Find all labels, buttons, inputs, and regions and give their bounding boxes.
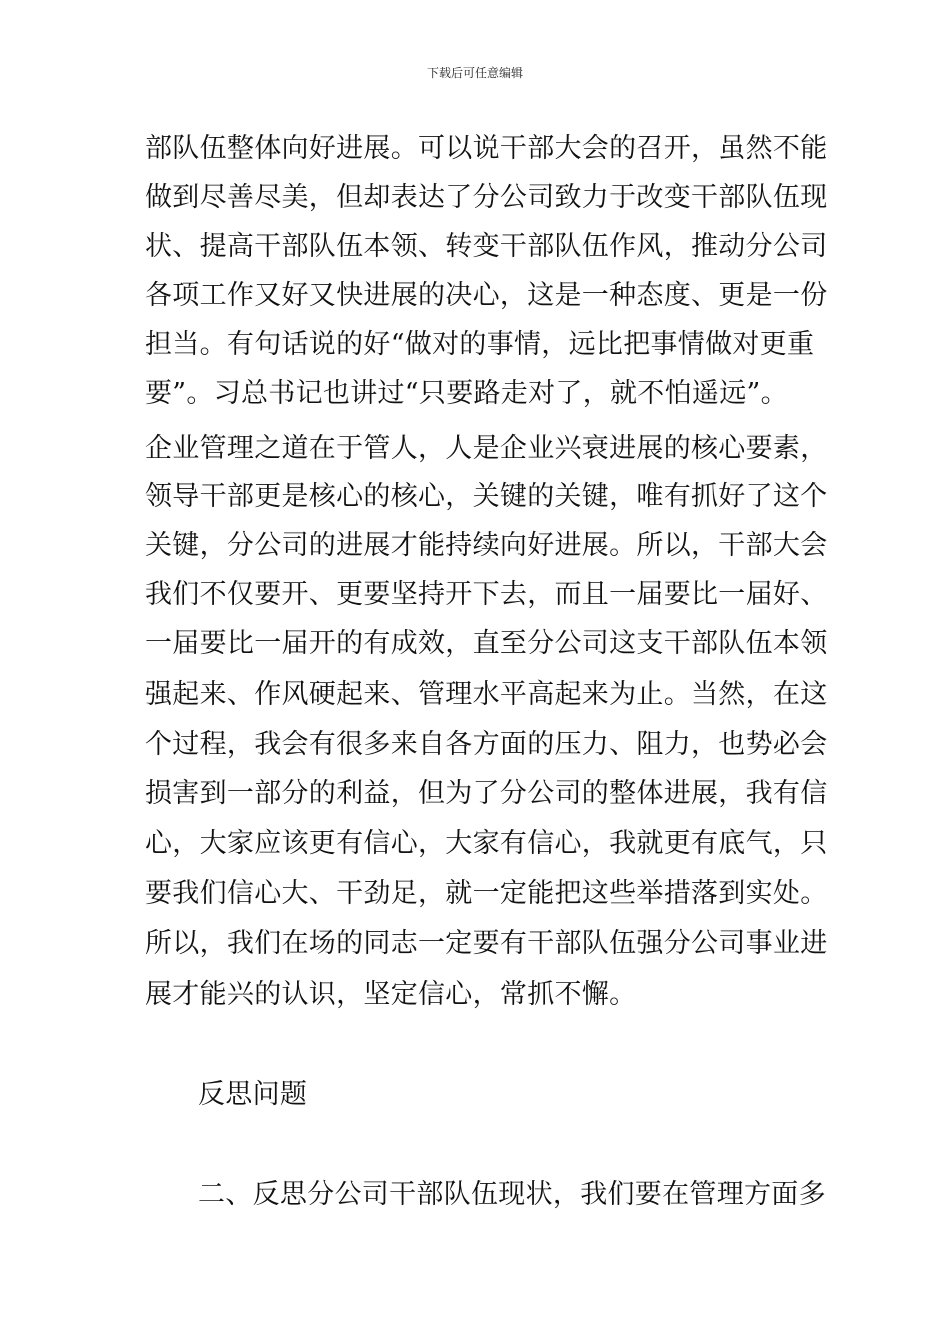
text-line: 所以，我们在场的同志一定要有干部队伍强分公司事业进 (145, 928, 828, 959)
text-line: 二、反思分公司干部队伍现状，我们要在管理方面多 (198, 1179, 826, 1210)
text-line: 强起来、作风硬起来、管理水平高起来为止。当然，在这 (145, 679, 828, 710)
text-line: 一届要比一届开的有成效，直至分公司这支干部队伍本领 (145, 628, 828, 659)
text-line: 部队伍整体向好进展。可以说干部大会的召开，虽然不能 (145, 133, 828, 164)
text-line: 关键，分公司的进展才能持续向好进展。所以，干部大会 (145, 530, 828, 561)
text-line: 领导干部更是核心的核心，关键的关键，唯有抓好了这个 (145, 481, 828, 512)
page-header: 下载后可任意编辑 (426, 66, 523, 80)
text-line: 要”。习总书记也讲过“只要路走对了，就不怕遥远”。 (145, 378, 788, 409)
text-line: 展才能兴的认识，坚定信心，常抓不懈。 (145, 979, 637, 1010)
text-line: 个过程，我会有很多来自各方面的压力、阻力，也势必会 (145, 729, 828, 760)
text-line: 我们不仅要开、更要坚持开下去，而且一届要比一届好、 (145, 579, 828, 610)
text-line: 企业管理之道在于管人，人是企业兴衰进展的核心要素， (145, 433, 828, 464)
text-line: 损害到一部分的利益，但为了分公司的整体进展，我有信 (145, 778, 828, 809)
text-line: 各项工作又好又快进展的决心，这是一种态度、更是一份 (145, 280, 828, 311)
section-heading: 反思问题 (198, 1079, 308, 1110)
text-line: 担当。有句话说的好“做对的事情，远比把事情做对更重 (145, 329, 815, 360)
text-line: 状、提高干部队伍本领、转变干部队伍作风，推动分公司 (145, 231, 828, 262)
text-line: 做到尽善尽美，但却表达了分公司致力于改变干部队伍现 (145, 182, 828, 213)
text-line: 心，大家应该更有信心，大家有信心，我就更有底气，只 (145, 828, 828, 859)
text-line: 要我们信心大、干劲足，就一定能把这些举措落到实处。 (145, 878, 828, 909)
